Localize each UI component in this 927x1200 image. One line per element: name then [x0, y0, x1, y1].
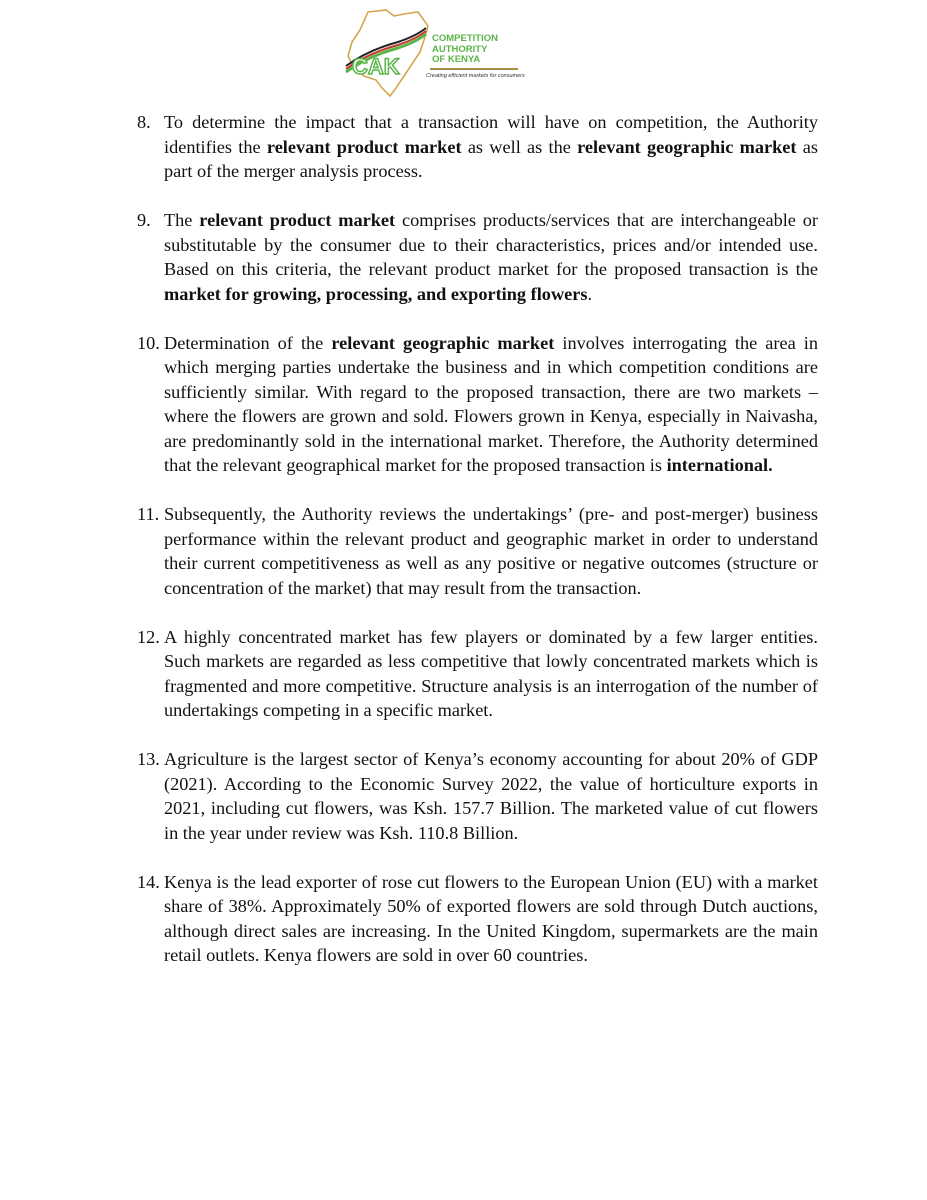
- paragraph-9: [137, 208, 818, 306]
- bold-text: relevant geographic market: [577, 136, 797, 157]
- logo-line: AUTHORITY: [432, 43, 488, 55]
- logo-line: OF KENYA: [432, 54, 481, 65]
- logo-line: COMPETITION: [432, 33, 498, 44]
- svg-text:CAK: CAK: [352, 54, 400, 79]
- paragraph-number: 14.: [137, 871, 160, 892]
- text: Kenya is the lead exporter of rose cut flowers to the European Union (EU) with a market share of 38%. Approximately 50% of exported flowers are sold through Dutch auctions, although direct sales are increasing. In the United Kingdom, supermarkets are the main retail outlets. Kenya flowers are sold in over 60 countries.: [164, 871, 818, 965]
- text: .: [587, 283, 593, 304]
- text: To determine the impact that a transaction will have on competition, the Authority identifies the: [164, 112, 818, 157]
- text: Agriculture is the largest sector of Kenya’s economy accounting for about 20% of GDP (2021). According to the Economic Survey 2022, the value of horticulture exports in 2021, including cut flowers, was Ksh. 157.7 Billion. The marketed value of cut flowers in the year under review was Ksh. 110.8 Billion.: [164, 749, 818, 843]
- text: A highly concentrated market has few players or dominated by a few larger entities. Such markets are regarded as less competitive that lowly concentrated markets which is fragmented and more competitive. Structure analysis is an interrogation of the number of undertakings competing in a specific market.: [164, 626, 818, 720]
- paragraph-14: [137, 870, 818, 968]
- paragraph-12: [137, 625, 818, 723]
- logo-divider: [430, 68, 518, 70]
- text: Determination of the: [164, 332, 332, 353]
- paragraph-10: [137, 331, 818, 478]
- text: Subsequently, the Authority reviews the undertakings’ (pre- and post-merger) business performance within the relevant product and geographic market in order to understand their current competitiveness as well as any positive or negative outcomes (structure or concentration of the market) that may result from the transaction.: [164, 504, 818, 598]
- paragraph-number: 8.: [137, 112, 151, 132]
- bold-text: relevant product market: [266, 136, 462, 157]
- text: as part of the merger analysis process.: [164, 136, 818, 181]
- logo-name: [432, 34, 498, 66]
- paragraph-13: [137, 747, 818, 845]
- paragraph-number: 11.: [137, 504, 160, 524]
- paragraph-11: [137, 502, 818, 600]
- paragraph-number: 12.: [137, 626, 160, 647]
- bold-text: relevant product market: [199, 210, 396, 230]
- document-body: [137, 110, 818, 992]
- logo-tagline: Creating efficient markets for consumers: [426, 73, 525, 79]
- bold-text: international.: [666, 455, 773, 475]
- paragraph-8: [137, 110, 818, 184]
- text: The: [164, 210, 200, 230]
- cak-logo: [338, 6, 538, 98]
- bold-text: relevant geographic market: [331, 332, 555, 353]
- paragraph-number: 9.: [137, 210, 151, 230]
- text: as well as the: [461, 136, 578, 157]
- text: involves interrogating the area in which merging parties undertake the business and in which competition conditions are sufficiently similar. With regard to the proposed transaction, there are two markets – where the flowers are grown and sold. Flowers grown in Kenya, especially in Naivasha, are predominantly sold in the international market. Therefore, the Authority determined that the relevant geographical market for the proposed transaction is: [164, 332, 818, 475]
- paragraph-number: 13.: [137, 749, 160, 769]
- bold-text: market for growing, processing, and exporting flowers: [164, 283, 588, 304]
- paragraph-number: 10.: [137, 332, 160, 353]
- text: comprises products/services that are interchangeable or substitutable by the consumer due to their characteristics, prices and/or intended use. Based on this criteria, the relevant product market for the proposed transaction is the: [164, 210, 818, 279]
